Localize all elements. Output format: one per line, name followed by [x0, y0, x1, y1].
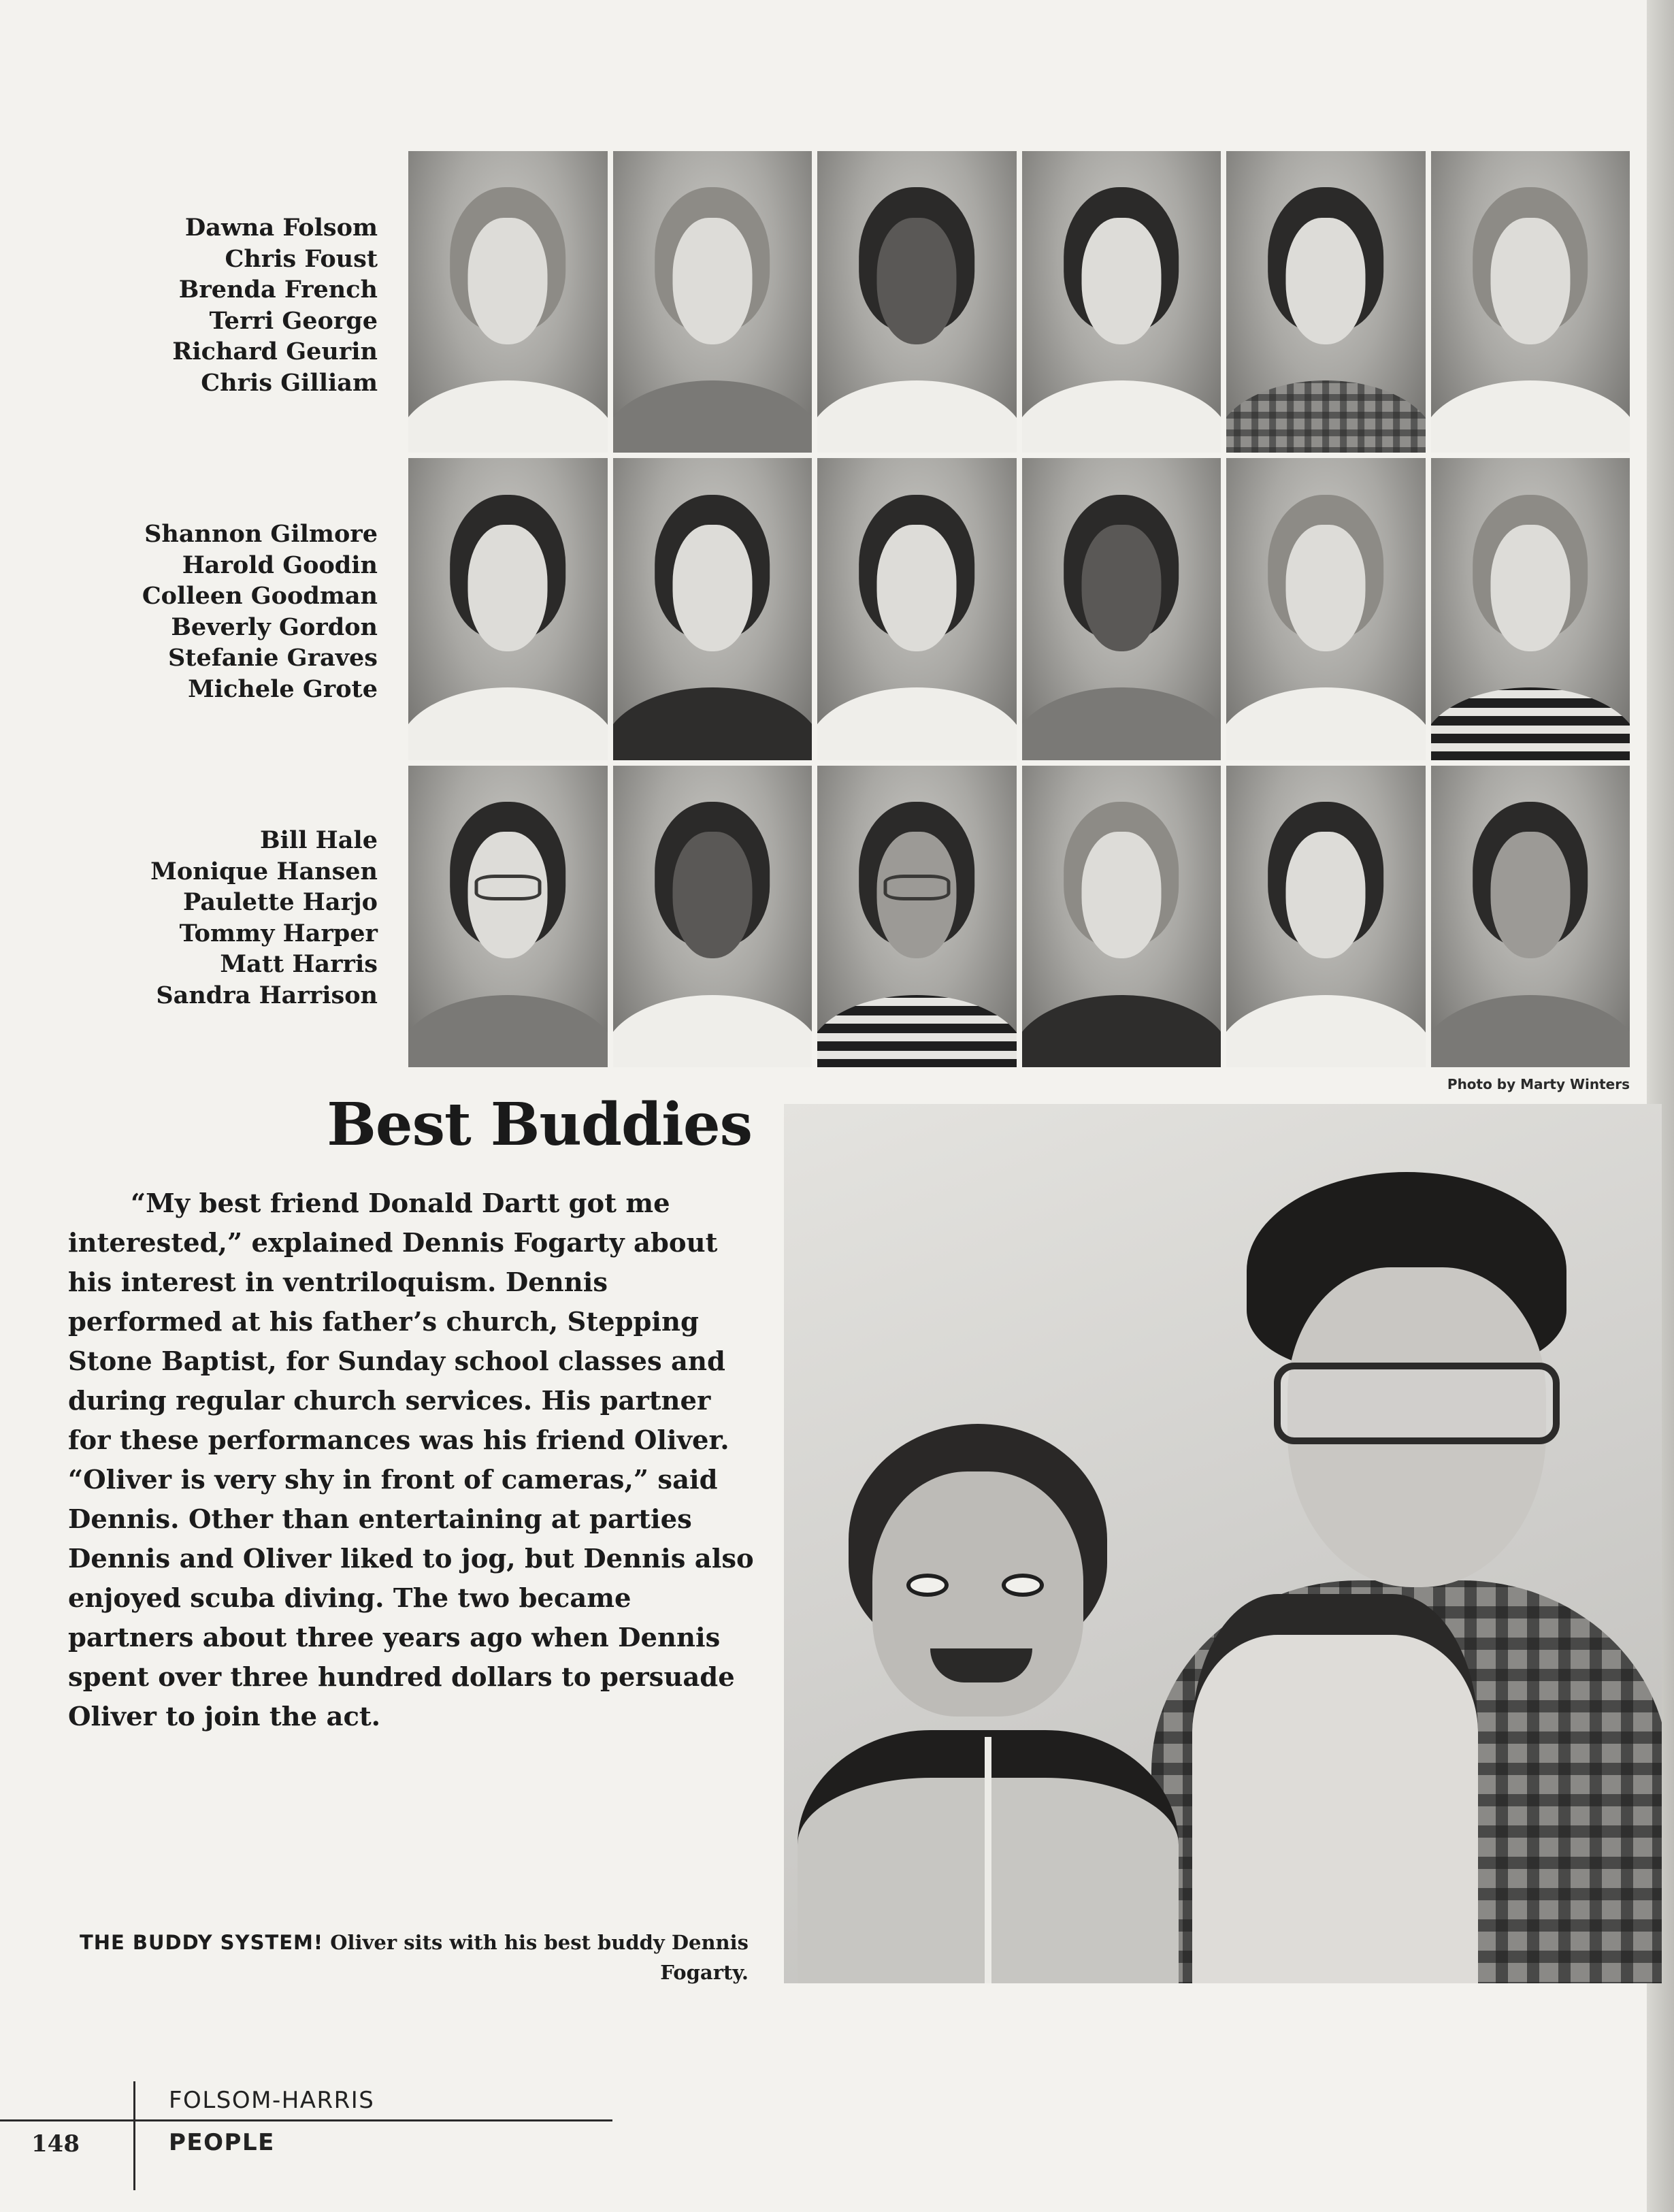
- student-name: Beverly Gordon: [171, 613, 378, 641]
- portrait-grid: [408, 151, 1630, 1067]
- feature-story: “My best friend Donald Dartt got me interested,” explained Dennis Fogarty about his interest in ventriloquism. Dennis performed at his father’s church, Stepping Stone Baptist, for Sunday school classes and during regular church services. His partner for these performances was his friend Oliver. “Oliver is very shy in front of cameras,” said Dennis. Other than entertaining at parties Dennis and Oliver liked to jog, but Dennis also enjoyed scuba diving. The two became partners about three years ago when Dennis spent over three hundred dollars to persuade Oliver to join the act.: [68, 1188, 754, 1732]
- student-name: Michele Grote: [188, 674, 378, 703]
- student-name: Harold Goodin: [182, 551, 378, 579]
- student-name: Paulette Harjo: [182, 888, 378, 916]
- page-number: 148: [31, 2130, 80, 2158]
- student-portrait: [1022, 458, 1221, 760]
- student-name: Matt Harris: [220, 950, 378, 978]
- student-name: Bill Hale: [260, 826, 378, 854]
- student-portrait: [1022, 766, 1221, 1067]
- photo-caption: [68, 1928, 749, 1987]
- photo-credit: Photo by Marty Winters: [1447, 1076, 1630, 1092]
- student-portrait: [408, 151, 608, 453]
- caption-text: Oliver sits with his best buddy Dennis Fogarty.: [330, 1931, 749, 1984]
- student-portrait: [1431, 766, 1630, 1067]
- student-name: Brenda French: [178, 276, 378, 304]
- student-name: Dawna Folsom: [184, 214, 378, 242]
- student-portrait: [408, 766, 608, 1067]
- student-name: Richard Geurin: [172, 338, 378, 365]
- section-range: FOLSOM-HARRIS: [169, 2087, 375, 2114]
- student-portrait: [817, 458, 1017, 760]
- student-portrait: [1226, 458, 1426, 760]
- student-name: Sandra Harrison: [156, 981, 378, 1009]
- student-portrait: [613, 151, 813, 453]
- feature-photo: [784, 1104, 1662, 1983]
- student-portrait: [408, 458, 608, 760]
- student-portrait: [1431, 458, 1630, 760]
- footer-rule: [0, 2119, 612, 2121]
- student-portrait: [613, 766, 813, 1067]
- student-name: Shannon Gilmore: [144, 520, 378, 548]
- feature-headline: Best Buddies: [327, 1090, 752, 1159]
- student-name: Chris Foust: [225, 244, 378, 273]
- student-portrait: [613, 458, 813, 760]
- student-portrait: [1226, 151, 1426, 453]
- student-name: Chris Gilliam: [201, 368, 378, 397]
- student-name: Colleen Goodman: [142, 582, 378, 610]
- student-name: Tommy Harper: [179, 919, 378, 947]
- student-name: Stefanie Graves: [168, 644, 378, 672]
- student-name: Monique Hansen: [150, 857, 378, 885]
- glasses-shape: [1274, 1363, 1560, 1444]
- portrait-names-row-2: [82, 519, 378, 704]
- student-name: Terri George: [209, 306, 378, 335]
- student-portrait: [1431, 151, 1630, 453]
- section-name: PEOPLE: [169, 2129, 275, 2156]
- student-portrait: [817, 766, 1017, 1067]
- student-portrait: [1022, 151, 1221, 453]
- student-portrait: [1226, 766, 1426, 1067]
- portrait-names-row-3: [82, 825, 378, 1011]
- caption-lead: THE BUDDY SYSTEM!: [79, 1931, 324, 1954]
- portrait-names-row-1: [82, 212, 378, 398]
- footer-divider: [133, 2081, 135, 2190]
- student-portrait: [817, 151, 1017, 453]
